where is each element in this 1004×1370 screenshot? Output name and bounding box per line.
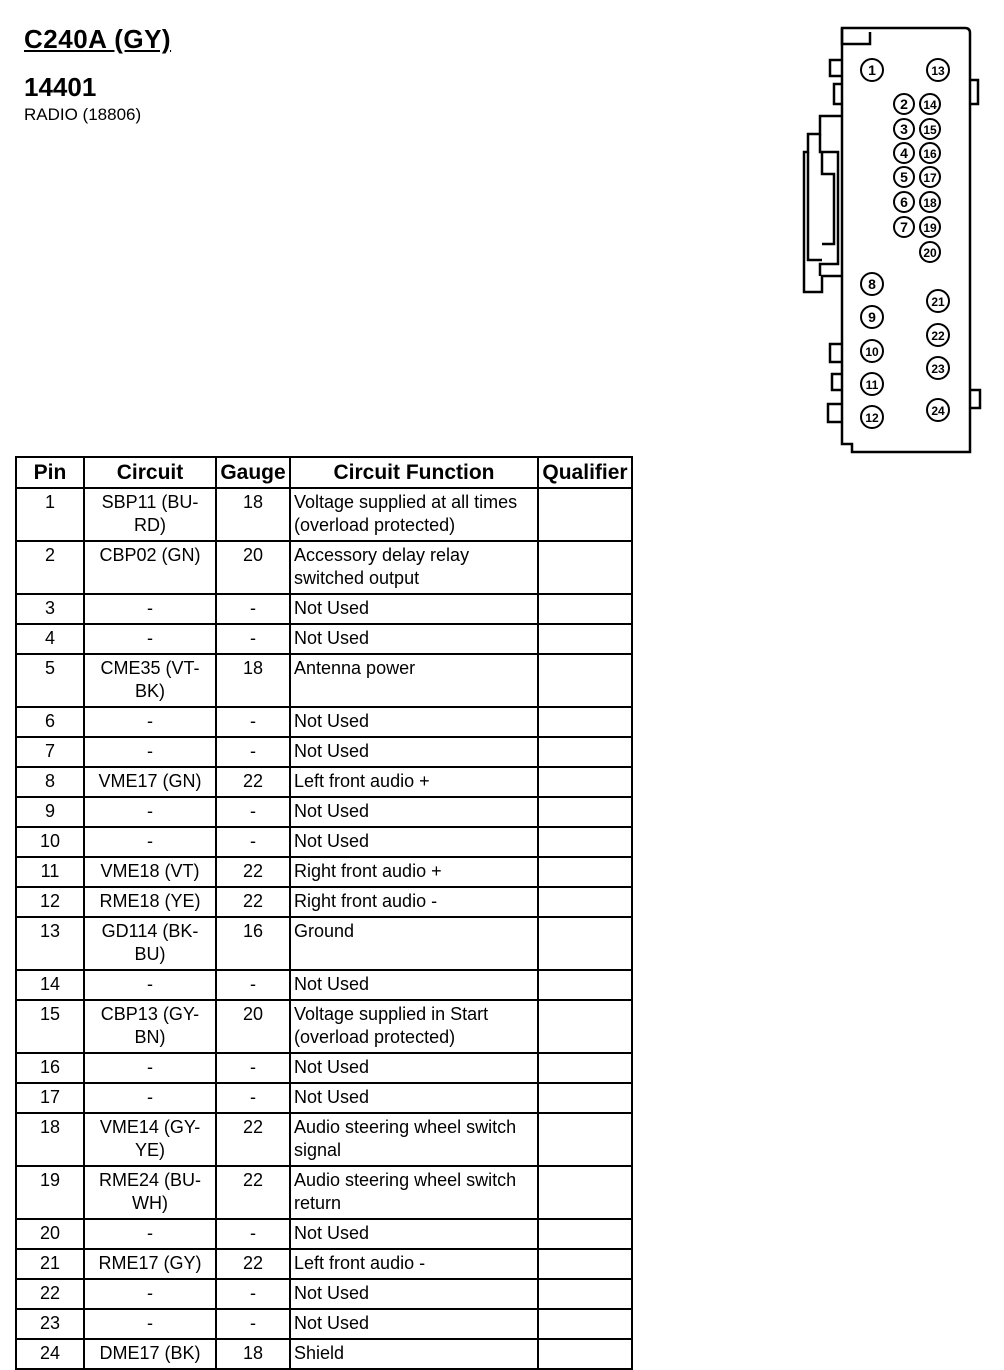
cell-circuit: - xyxy=(84,797,216,827)
cell-circuit-function: Not Used xyxy=(290,1309,538,1339)
table-row xyxy=(16,541,632,594)
part-description: RADIO (18806) xyxy=(24,105,142,124)
cell-circuit-function: Shield xyxy=(290,1339,538,1369)
cell-qualifier xyxy=(538,594,632,624)
cell-circuit: VME17 (GN) xyxy=(84,767,216,797)
cell-circuit: - xyxy=(84,1309,216,1339)
header-circuit-function: Circuit Function xyxy=(290,457,538,488)
table-row xyxy=(16,1339,632,1369)
table-row xyxy=(16,488,632,541)
table-row xyxy=(16,1000,632,1053)
cell-circuit: VME18 (VT) xyxy=(84,857,216,887)
pin-number-label: 15 xyxy=(923,123,937,137)
cell-circuit-function: Left front audio - xyxy=(290,1249,538,1279)
cell-qualifier xyxy=(538,737,632,767)
cell-pin: 23 xyxy=(16,1309,84,1339)
pin-number-label: 22 xyxy=(931,329,945,343)
cell-circuit-function: Right front audio + xyxy=(290,857,538,887)
cell-gauge: 18 xyxy=(216,1339,290,1369)
cell-gauge: 22 xyxy=(216,857,290,887)
cell-qualifier xyxy=(538,488,632,541)
pinout-table xyxy=(15,456,633,1370)
cell-circuit: - xyxy=(84,737,216,767)
cell-circuit-function: Voltage supplied in Start (overload protected) xyxy=(290,1000,538,1053)
cell-pin: 12 xyxy=(16,887,84,917)
pin-number-label: 2 xyxy=(900,96,908,112)
cell-qualifier xyxy=(538,857,632,887)
cell-gauge: 20 xyxy=(216,1000,290,1053)
cell-qualifier xyxy=(538,1339,632,1369)
header-circuit: Circuit xyxy=(84,457,216,488)
cell-pin: 11 xyxy=(16,857,84,887)
table-header-row xyxy=(16,457,632,488)
cell-circuit-function: Not Used xyxy=(290,1219,538,1249)
cell-pin: 5 xyxy=(16,654,84,707)
cell-qualifier xyxy=(538,1053,632,1083)
cell-circuit-function: Not Used xyxy=(290,594,538,624)
pin-number-label: 11 xyxy=(865,378,879,392)
cell-qualifier xyxy=(538,887,632,917)
cell-circuit: CBP02 (GN) xyxy=(84,541,216,594)
header-pin: Pin xyxy=(16,457,84,488)
pin-number-label: 6 xyxy=(900,194,908,210)
cell-gauge: 20 xyxy=(216,541,290,594)
part-number: 14401 xyxy=(24,72,97,102)
cell-pin: 1 xyxy=(16,488,84,541)
cell-gauge: 22 xyxy=(216,1166,290,1219)
table-row xyxy=(16,1083,632,1113)
header-gauge: Gauge xyxy=(216,457,290,488)
cell-circuit: RME17 (GY) xyxy=(84,1249,216,1279)
cell-pin: 3 xyxy=(16,594,84,624)
cell-circuit-function: Not Used xyxy=(290,1083,538,1113)
cell-circuit-function: Not Used xyxy=(290,1053,538,1083)
cell-qualifier xyxy=(538,1309,632,1339)
cell-pin: 22 xyxy=(16,1279,84,1309)
cell-pin: 19 xyxy=(16,1166,84,1219)
cell-qualifier xyxy=(538,797,632,827)
pin-number-label: 1 xyxy=(868,62,876,78)
pin-number-label: 20 xyxy=(923,246,937,260)
cell-circuit: - xyxy=(84,827,216,857)
cell-circuit: RME18 (YE) xyxy=(84,887,216,917)
pin-number-label: 13 xyxy=(931,64,945,78)
pin-number-label: 16 xyxy=(923,147,937,161)
cell-circuit-function: Not Used xyxy=(290,797,538,827)
cell-qualifier xyxy=(538,1083,632,1113)
cell-pin: 14 xyxy=(16,970,84,1000)
cell-gauge: - xyxy=(216,1279,290,1309)
cell-circuit-function: Accessory delay relay switched output xyxy=(290,541,538,594)
cell-circuit: - xyxy=(84,594,216,624)
pin-number-label: 3 xyxy=(900,121,908,137)
cell-circuit-function: Not Used xyxy=(290,624,538,654)
cell-pin: 6 xyxy=(16,707,84,737)
cell-qualifier xyxy=(538,654,632,707)
cell-circuit-function: Not Used xyxy=(290,827,538,857)
cell-pin: 4 xyxy=(16,624,84,654)
cell-pin: 10 xyxy=(16,827,84,857)
cell-circuit: - xyxy=(84,1279,216,1309)
cell-circuit-function: Antenna power xyxy=(290,654,538,707)
cell-qualifier xyxy=(538,767,632,797)
cell-pin: 13 xyxy=(16,917,84,970)
pin-group xyxy=(861,59,949,428)
cell-circuit: VME14 (GY-YE) xyxy=(84,1113,216,1166)
cell-circuit: - xyxy=(84,1083,216,1113)
pin-number-label: 23 xyxy=(931,362,945,376)
pin-number-label: 7 xyxy=(900,219,908,235)
pin-number-label: 5 xyxy=(900,169,908,185)
cell-circuit: - xyxy=(84,707,216,737)
table-row xyxy=(16,1249,632,1279)
table-row xyxy=(16,1309,632,1339)
cell-pin: 16 xyxy=(16,1053,84,1083)
cell-qualifier xyxy=(538,707,632,737)
cell-pin: 17 xyxy=(16,1083,84,1113)
cell-qualifier xyxy=(538,1113,632,1166)
connector-housing xyxy=(804,28,980,452)
pin-number-label: 9 xyxy=(868,309,876,325)
table-row xyxy=(16,1219,632,1249)
cell-qualifier xyxy=(538,970,632,1000)
cell-circuit: DME17 (BK) xyxy=(84,1339,216,1369)
cell-gauge: 18 xyxy=(216,488,290,541)
table-body xyxy=(16,488,632,1369)
pin-number-label: 19 xyxy=(923,221,937,235)
table-row xyxy=(16,1166,632,1219)
table-row xyxy=(16,1279,632,1309)
cell-qualifier xyxy=(538,1279,632,1309)
cell-circuit: - xyxy=(84,1219,216,1249)
cell-qualifier xyxy=(538,827,632,857)
pin-number-label: 8 xyxy=(868,276,876,292)
cell-circuit-function: Not Used xyxy=(290,707,538,737)
table-row xyxy=(16,654,632,707)
cell-qualifier xyxy=(538,1000,632,1053)
cell-pin: 2 xyxy=(16,541,84,594)
cell-gauge: - xyxy=(216,1309,290,1339)
pin-number-label: 21 xyxy=(931,295,945,309)
pin-number-label: 17 xyxy=(923,171,937,185)
pin-number-label: 10 xyxy=(865,345,879,359)
cell-circuit: - xyxy=(84,1053,216,1083)
table-row xyxy=(16,767,632,797)
cell-gauge: - xyxy=(216,797,290,827)
table-row xyxy=(16,970,632,1000)
cell-circuit: - xyxy=(84,970,216,1000)
table-row xyxy=(16,1053,632,1083)
cell-qualifier xyxy=(538,541,632,594)
pin-number-label: 12 xyxy=(865,411,879,425)
cell-gauge: 22 xyxy=(216,1113,290,1166)
cell-gauge: - xyxy=(216,707,290,737)
pin-number-label: 14 xyxy=(923,98,937,112)
cell-gauge: 22 xyxy=(216,887,290,917)
cell-qualifier xyxy=(538,1249,632,1279)
cell-circuit-function: Audio steering wheel switch return xyxy=(290,1166,538,1219)
pin-number-label: 4 xyxy=(900,145,908,161)
pin-number-label: 18 xyxy=(923,196,937,210)
cell-gauge: - xyxy=(216,970,290,1000)
cell-gauge: 22 xyxy=(216,1249,290,1279)
header-qualifier: Qualifier xyxy=(538,457,632,488)
table-row xyxy=(16,887,632,917)
cell-circuit-function: Left front audio + xyxy=(290,767,538,797)
cell-circuit: - xyxy=(84,624,216,654)
cell-gauge: - xyxy=(216,1083,290,1113)
cell-gauge: 16 xyxy=(216,917,290,970)
table-row xyxy=(16,797,632,827)
cell-gauge: 22 xyxy=(216,767,290,797)
table-row xyxy=(16,917,632,970)
table-row xyxy=(16,1113,632,1166)
cell-pin: 7 xyxy=(16,737,84,767)
cell-pin: 24 xyxy=(16,1339,84,1369)
cell-pin: 20 xyxy=(16,1219,84,1249)
cell-gauge: - xyxy=(216,1219,290,1249)
table-row xyxy=(16,624,632,654)
connector-face-diagram xyxy=(800,24,990,456)
cell-gauge: 18 xyxy=(216,654,290,707)
cell-pin: 8 xyxy=(16,767,84,797)
cell-pin: 18 xyxy=(16,1113,84,1166)
table-row xyxy=(16,827,632,857)
cell-circuit-function: Voltage supplied at all times (overload protected) xyxy=(290,488,538,541)
cell-gauge: - xyxy=(216,624,290,654)
cell-circuit-function: Right front audio - xyxy=(290,887,538,917)
table-row xyxy=(16,594,632,624)
cell-qualifier xyxy=(538,1219,632,1249)
cell-circuit: CME35 (VT-BK) xyxy=(84,654,216,707)
cell-circuit-function: Audio steering wheel switch signal xyxy=(290,1113,538,1166)
cell-gauge: - xyxy=(216,594,290,624)
connector-id: C240A (GY) xyxy=(24,24,172,54)
table-row xyxy=(16,737,632,767)
table-row xyxy=(16,707,632,737)
cell-circuit: RME24 (BU-WH) xyxy=(84,1166,216,1219)
cell-qualifier xyxy=(538,624,632,654)
cell-circuit: SBP11 (BU-RD) xyxy=(84,488,216,541)
pin-number-label: 24 xyxy=(931,404,945,418)
cell-circuit-function: Not Used xyxy=(290,970,538,1000)
cell-gauge: - xyxy=(216,827,290,857)
cell-qualifier xyxy=(538,1166,632,1219)
table-row xyxy=(16,857,632,887)
cell-pin: 21 xyxy=(16,1249,84,1279)
cell-pin: 15 xyxy=(16,1000,84,1053)
cell-circuit-function: Not Used xyxy=(290,1279,538,1309)
cell-qualifier xyxy=(538,917,632,970)
cell-circuit-function: Ground xyxy=(290,917,538,970)
cell-gauge: - xyxy=(216,737,290,767)
cell-gauge: - xyxy=(216,1053,290,1083)
cell-pin: 9 xyxy=(16,797,84,827)
cell-circuit: CBP13 (GY-BN) xyxy=(84,1000,216,1053)
cell-circuit-function: Not Used xyxy=(290,737,538,767)
cell-circuit: GD114 (BK-BU) xyxy=(84,917,216,970)
